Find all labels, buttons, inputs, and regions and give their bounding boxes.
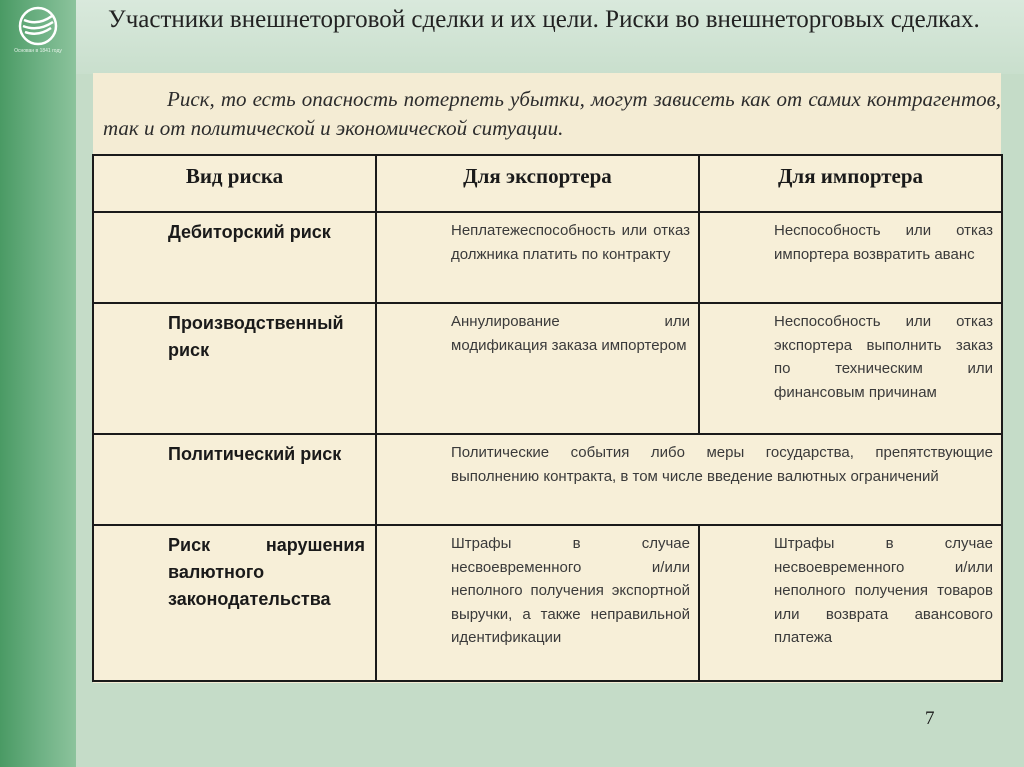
table-row <box>93 525 1002 681</box>
risk-type-cell: Производственный риск <box>93 303 376 434</box>
risk-type-cell: Политический риск <box>93 434 376 525</box>
table-row <box>93 303 1002 434</box>
exporter-cell: Аннулирование или модификация заказа импортером <box>376 303 699 434</box>
importer-cell: Штрафы в случае несвоевременного и/или неполного получения товаров или возврата авансового платежа <box>699 525 1002 681</box>
merged-description-cell: Политические события либо меры государства, препятствующие выполнению контракта, в том числе введение валютных ограничений <box>376 434 1002 525</box>
importer-cell: Неспособность или отказ экспортера выполнить заказ по техническим или финансовым причинам <box>699 303 1002 434</box>
bank-logo <box>6 4 70 66</box>
table-header-row <box>93 155 1002 212</box>
risk-type-cell: Риск нарушения валютного законодательства <box>93 525 376 681</box>
header-exporter: Для экспортера <box>376 155 699 212</box>
table-row <box>93 434 1002 525</box>
left-sidebar-bar <box>0 0 76 767</box>
exporter-cell: Неплатежеспособность или отказ должника платить по контракту <box>376 212 699 303</box>
exporter-cell: Штрафы в случае несвоевременного и/или неполного получения экспортной выручки, а также неправильной идентификации <box>376 525 699 681</box>
bank-leaf-logo-icon <box>18 6 58 46</box>
header-risk-type: Вид риска <box>93 155 376 212</box>
intro-paragraph: Риск, то есть опасность потерпеть убытки, могут зависеть как от самих контрагентов, так и от политической и экономической ситуации. <box>103 87 1001 140</box>
risk-table <box>92 154 1003 682</box>
importer-cell: Неспособность или отказ импортера возвратить аванс <box>699 212 1002 303</box>
logo-caption: Основан в 1841 году <box>14 48 62 54</box>
page-number: 7 <box>925 708 935 729</box>
slide-title: Участники внешнеторговой сделки и их цели. Риски во внешнеторговых сделках. <box>108 6 980 33</box>
table-row <box>93 212 1002 303</box>
risk-type-cell: Дебиторский риск <box>93 212 376 303</box>
header-importer: Для импортера <box>699 155 1002 212</box>
